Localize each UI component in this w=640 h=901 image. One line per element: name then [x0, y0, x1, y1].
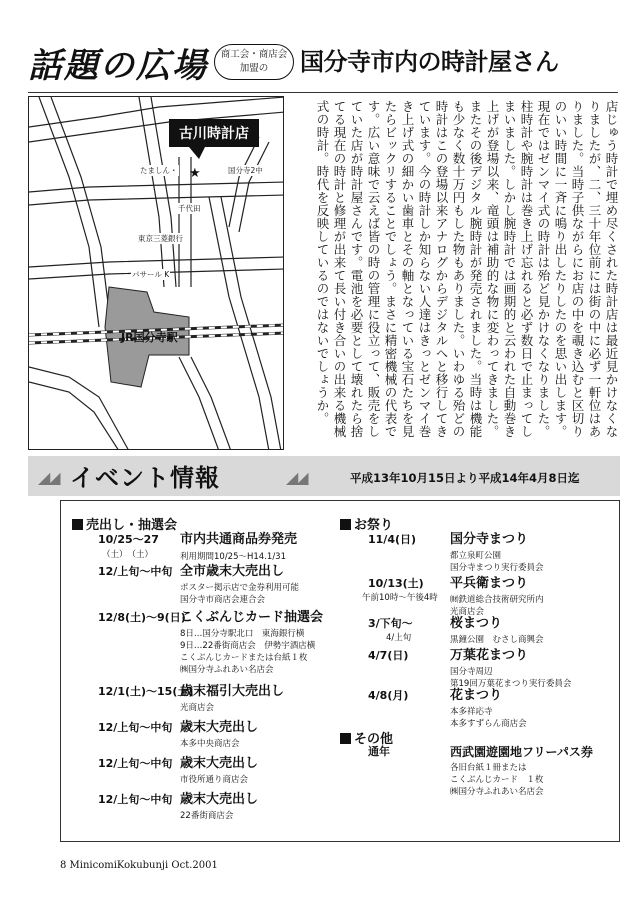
list-item [368, 746, 608, 798]
event-name: 歳末福引大売出し [180, 684, 285, 699]
map-label-bank: たましん・ [140, 166, 178, 175]
event-detail: ㈱国分寺ふれあい名店会 [180, 665, 274, 675]
map-label-passar: パサール K [132, 270, 170, 279]
event-detail: 第19回万葉花まつり実行委員会 [450, 679, 572, 689]
station-label: JR国分寺駅 [121, 331, 178, 344]
list-item [98, 534, 338, 568]
event-name: 市内共通商品券発売 [180, 532, 298, 547]
page-footer: 8 MinicomiKokubunji Oct.2001 [60, 860, 218, 871]
event-detail: 利用期間10/25〜H14.1/31 [180, 552, 286, 562]
square-bullet-icon [340, 519, 351, 530]
event-detail: 本多すずらん商店会 [450, 719, 527, 729]
event-name: 国分寺まつり [450, 532, 529, 547]
festival-heading-text: お祭り [354, 518, 394, 533]
list-item [98, 686, 338, 716]
event-detail: 国分寺周辺 [450, 667, 493, 677]
event-name: 歳末大売出し [180, 792, 259, 807]
events-title: イベント情報 [70, 464, 220, 492]
event-date-sub: （土） （土） [102, 550, 154, 560]
event-name: こくぶんじカード抽選会 [180, 610, 324, 625]
event-date-sub: 4/上旬 [386, 633, 412, 643]
event-date: 10/25〜27 [98, 533, 159, 546]
event-detail: 黒鐘公園 むさし商興会 [450, 635, 544, 645]
sale-section-heading [72, 514, 177, 533]
event-detail: 都立泉町公園 [450, 551, 502, 561]
badge-line-2: 加盟の [239, 63, 269, 74]
event-date: 4/8(月) [368, 689, 409, 702]
list-item [362, 576, 608, 618]
event-detail: こくぶんじカードまたは台紙１枚 [180, 653, 308, 663]
event-date: 通年 [368, 745, 390, 758]
event-date: 12/上旬〜中旬 [98, 793, 173, 806]
sale-heading-text: 売出し・抽選会 [86, 518, 178, 533]
event-detail: 22番街商店会 [180, 811, 234, 821]
square-bullet-icon [340, 733, 351, 744]
event-date: 10/13(土) [368, 577, 424, 590]
article-text: 店じゅう時計で埋め尽くされた時計店は最近見かけなくなりましたが、二、三十年位前には街の中に必ず一軒位はありました。当時子供ながらにお店の中を覗き込むと区切りのいい時間に一斉に鳴り出したりしたのを思い出します。現在ではゼンマイ式の時計は殆ど見かけなくなりました。柱時計や腕時計は巻き上げ忘れると必ず数日で止まってしまいました。しかし腕時計では画期的と云われた自動巻き上げが登場以来、竜頭は補助的な物に変わってきました。またその後デジタル腕時計が発売されました。当時は機能も少なく数十万円もした物もありました。いわゆる殆どの時計はこの登場以来アナログからデジタルへと移行してきています。今の時計しか知らない人達はきっとゼンマイ巻き上げ式の細かい歯車とその軸となっている宝石たちを見たらビックリすることでしょう。まさに精密機械の代表です。広い意味で云えば皆の時の管理に役立って、販売をしていた店が時計屋さんです。電池を必要として壊れたら捨てる現在の時計と修理が出来て長い付き合いの出来る機械式の時計。時代を反映しているのではないでしょうか。 [315, 100, 619, 438]
list-item [368, 618, 608, 648]
header-divider [28, 92, 618, 93]
event-detail: 市役所通り商店会 [180, 775, 249, 785]
member-badge [214, 44, 294, 80]
event-name: 桜まつり [450, 616, 503, 631]
map-label-mitsubishi: 東京三菱銀行 [138, 234, 183, 243]
event-detail: 光商店会 [180, 703, 215, 713]
event-detail: 各旧台紙１冊または [450, 763, 527, 773]
list-item [98, 566, 338, 606]
event-detail: 本多中央商店会 [180, 739, 240, 749]
event-name: 歳末大売出し [180, 720, 259, 735]
event-detail: ポスター掲示店で金券利用可能 [180, 583, 300, 593]
event-date: 4/7(日) [368, 649, 409, 662]
list-item [98, 722, 338, 752]
list-item [98, 612, 338, 674]
map-label-school: 国分寺2中 [228, 166, 263, 175]
list-item [98, 758, 338, 788]
event-date: 12/8(土)〜9(日) [98, 611, 186, 624]
list-item [368, 648, 608, 689]
event-date: 12/1(土)〜15(土) [98, 685, 194, 698]
event-detail: 国分寺市商店会連合会 [180, 595, 266, 605]
other-heading-text: その他 [354, 732, 394, 747]
events-period: 平成13年10月15日より平成14年4月8日迄 [350, 471, 580, 485]
title-deco-left: ◢◢ [38, 468, 59, 487]
event-name: 花まつり [450, 688, 503, 703]
event-detail: こくぶんじカード １枚 [450, 775, 544, 785]
event-date: 12/上旬〜中旬 [98, 757, 173, 770]
event-detail: ㈶鉄道総合技術研究所内 [450, 595, 544, 605]
event-detail: 8日…国分寺駅北口 東海銀行横 [180, 629, 305, 639]
page-header [28, 36, 618, 88]
event-detail: 9日…22番街商店会 伊勢宇酒店横 [180, 641, 316, 651]
list-item [368, 688, 608, 729]
event-detail: 国分寺まつり実行委員会 [450, 563, 544, 573]
page-title: 国分寺市内の時計屋さん [300, 48, 559, 76]
event-name: 西武園遊園地フリーパス券 [450, 745, 593, 759]
square-bullet-icon [72, 519, 83, 530]
event-detail: 本多祥応寺 [450, 707, 493, 717]
list-item [368, 532, 608, 573]
event-name: 平兵衛まつり [450, 576, 529, 591]
event-date: 12/上旬〜中旬 [98, 565, 173, 578]
event-detail: 光商店会 [450, 607, 485, 617]
article-body [296, 100, 620, 450]
shop-map [28, 96, 284, 450]
list-item [98, 794, 338, 824]
event-name: 歳末大売出し [180, 756, 259, 771]
festival-section-heading [340, 514, 393, 533]
section-brush-title: 話題の広場 [28, 46, 208, 86]
event-name: 全市歳末大売出し [180, 564, 285, 579]
event-detail: ㈱国分寺ふれあい名店会 [450, 787, 544, 797]
svg-text:★: ★ [189, 166, 201, 181]
event-date: 3/下旬〜 [368, 617, 413, 630]
event-date: 12/上旬〜中旬 [98, 721, 173, 734]
event-name: 万葉花まつり [450, 648, 529, 663]
map-label-chiyoda: 千代田 [178, 204, 201, 213]
shop-name-label: 古川時計店 [169, 119, 259, 147]
badge-line-1: 商工会・商店会 [220, 49, 288, 60]
event-date-sub: 午前10時〜午後4時 [362, 593, 438, 603]
title-deco-right: ◢◢ [286, 468, 307, 487]
event-date: 11/4(日) [368, 533, 417, 546]
